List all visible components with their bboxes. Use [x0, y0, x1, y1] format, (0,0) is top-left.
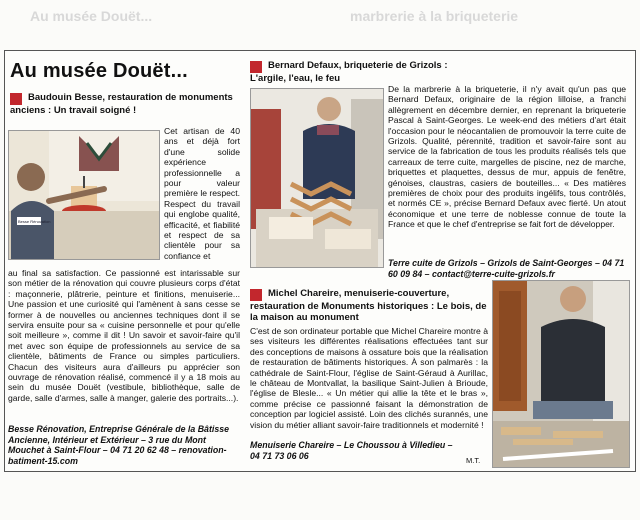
article1-heading-text: Baudouin Besse, restauration de monuments anciens : Un travail soigné ! [10, 92, 233, 116]
article3-body-text: C'est de son ordinateur portable que Michel Chareire montre à ses visiteurs les différentes réalisations effectuées tant sur des conceptions de maisons à ossature bois que la réalisation de restauration de bâtiments historiques. À son palmarès : la cathédrale de Saint-Flour, l'église de Saint-Géraud à Aurillac, le château de Montvallat, la basilique Saint-Julien à Brioude, l'église de Blesle... « Un métier qui allie la tête et le bras », comme précise ce passionné faisant la démonstration de conception par logiciel assisté. Loin des clichés surannés, une vision du métier alliant savoir-faire traditionnels et modernité ! [250, 326, 488, 430]
article2-heading [250, 60, 480, 84]
bleed-through-text: marbrerie à la briqueterie [350, 8, 519, 24]
photo-shirt-label: Besse Rénovation [18, 219, 51, 224]
article1-body-text: au final sa satisfaction. Ce passionné est intarissable sur son métier de la rénovation qui couvre plusieurs corps d'état : maçonnerie, plâtrerie, peinture et finitions, menuiserie... Une passion et une curiosité qui l'amènent à sans cesse se former à de nouvelles ou anciennes techniques dont il se servira ensuite pour sa « cuisine personnelle et pour qu'elle soit meilleure », comme il dit ! Un savoir et savoir-faire qu'il met avec son équipe de professionnels au service de sa clientèle, bâtiments de France ou simples particuliers. Chacun des visiteurs aura d'ailleurs pu apprécier son ouvrage de rénovation réalisé, commencé il y a 18 mois au sein du musée Douët (vestibule, bibliothèque, salle de garde, salle d'armes, salle à manger, galerie des portraits...). [8, 268, 240, 403]
red-square-bullet [250, 289, 262, 301]
page-title: Au musée Douët... [10, 60, 188, 82]
article3-heading-text: Michel Chareire, menuiserie-couverture, restauration de Monuments historiques : Le bois, de la maison au monument [250, 288, 487, 323]
carpenter-photo-illustration [493, 281, 629, 467]
article1-contact: Besse Rénovation, Entreprise Générale de la Bâtisse Ancienne, Intérieur et Extérieur – 3 rue du Mont Mouchet à Saint-Flour – 04 71 20 62 48 – renovation-batiment-15.com [8, 424, 229, 466]
article2-body-text: De la marbrerie à la briqueterie, il n'y avait qu'un pas que Bernard Defaux, originaire de la région lilloise, a franchi allègrement en décembre dernier, en reprenant la briqueterie Pascal à Saint-Georges. Le week-end des métiers d'art était l'occasion pour le néocantalien de promouvoir la terre cuite de Grizols. Qualité, pérennité, tradition et savoir-faire sont au service de la fabrication de tous les produits réalisés tels que carreaux de terre cuite, margelles de piscine, nez de marche, briquettes et plaquettes, dessus de mur, appuis de fenêtre, génoises, claustras, casiers de bouteilles... « Des matières premières de choix pour des produits ingélifs, tous contrôlés, et normés CE », précise Bernard Defaux avec fierté. Un atout économique et une terre de noblesse connue de toute la France et que le chef d'entreprise se fait fort de développer. [388, 84, 626, 230]
article3-contact: Menuiserie Chareire – Le Choussou à Villedieu – 04 71 73 06 06 [250, 440, 453, 461]
article3-heading [250, 288, 490, 323]
red-square-bullet [10, 93, 22, 105]
article1-intro-text: Cet artisan de 40 ans et déjà fort d'une solide expérience professionnelle a pour valeur première le respect. Respect du travail qui englobe qualité, efficacité, et fiabilité et respect de sa clientèle pour sa confiance et [164, 126, 240, 261]
article2-contact: Terre cuite de Grizols – Grizols de Saint-Georges – 04 71 60 09 84 – contact@terre-cuite-grizols.fr [388, 258, 625, 279]
article2-photo [250, 88, 384, 268]
craftsman-photo-illustration [9, 131, 159, 259]
article2-heading-text: Bernard Defaux, briqueterie de Grizols : L'argile, l'eau, le feu [250, 60, 448, 84]
author-signature: M.T. [466, 456, 481, 465]
brickmaker-photo-illustration [251, 89, 383, 267]
article3-photo [492, 280, 630, 468]
article1-photo [8, 130, 160, 260]
bleed-through-text: Au musée Douët... [30, 8, 153, 24]
red-square-bullet [250, 61, 262, 73]
article1-heading [10, 92, 240, 116]
